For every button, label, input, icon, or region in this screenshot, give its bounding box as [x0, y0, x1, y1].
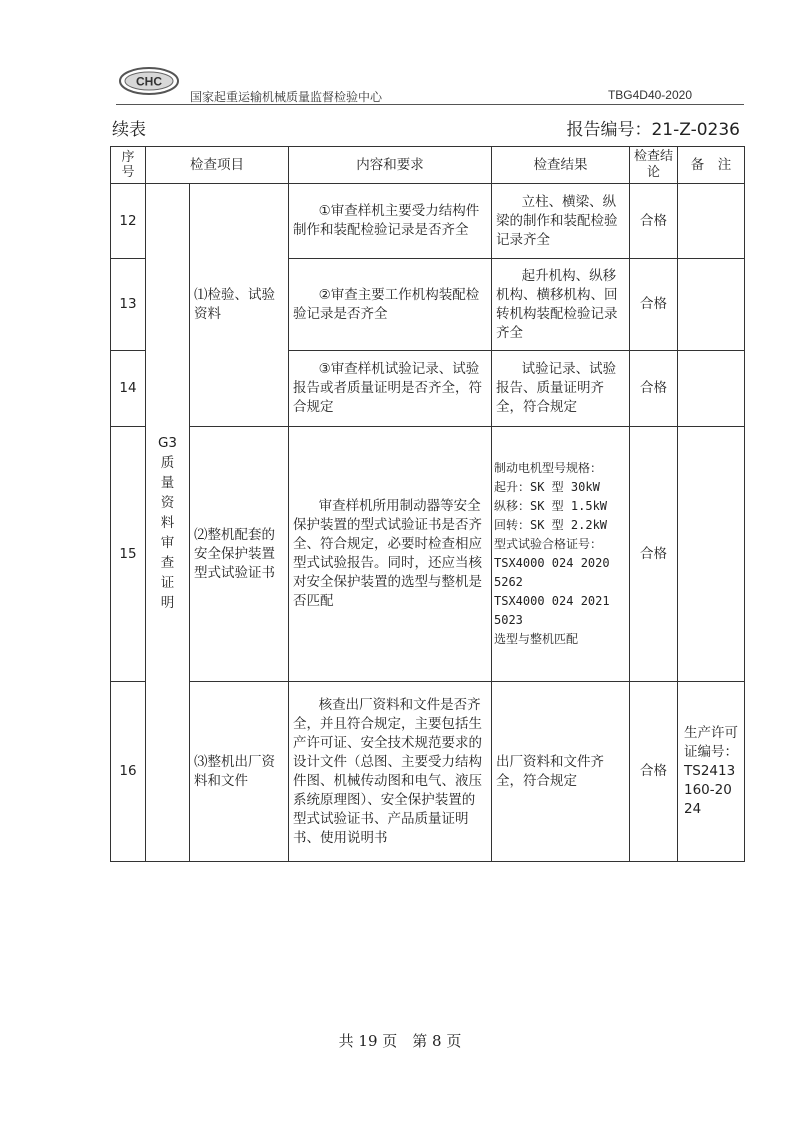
- report-number: 报告编号：21-Z-0236: [566, 120, 740, 140]
- inspection-table: [110, 146, 745, 862]
- header-divider: [116, 104, 744, 105]
- header-result: 检查结果: [492, 147, 630, 184]
- header-conclusion: 检查结论: [630, 147, 678, 184]
- table-row: [111, 427, 745, 682]
- row-result: 出厂资料和文件齐全，符合规定: [492, 682, 630, 862]
- header-remark: 备 注: [678, 147, 745, 184]
- row-content: 审查样机所用制动器等安全保护装置的型式试验证书是否齐全、符合规定，必要时检查相应型式试验报告。同时，还应当核对安全保护装置的选型与整机是否匹配: [289, 427, 492, 682]
- row-conclusion: 合格: [630, 682, 678, 862]
- row-conclusion: 合格: [630, 427, 678, 682]
- group-label: G3 质 量 资 料 审 查 证 明: [146, 184, 190, 862]
- header-item: 检查项目: [146, 147, 289, 184]
- row-remark: [678, 184, 745, 259]
- row-content: ①审查样机主要受力结构件制作和装配检验记录是否齐全: [289, 184, 492, 259]
- table-row: [111, 682, 745, 862]
- row-remark: [678, 427, 745, 682]
- row-conclusion: 合格: [630, 259, 678, 351]
- table-row: [111, 184, 745, 259]
- chc-logo: [118, 66, 180, 96]
- row-conclusion: 合格: [630, 184, 678, 259]
- subgroup-safety-certificates: ⑵整机配套的安全保护装置型式试验证书: [190, 427, 289, 682]
- subgroup-inspection-records: ⑴检验、试验资料: [190, 184, 289, 427]
- row-seq: 14: [111, 351, 146, 427]
- header-content: 内容和要求: [289, 147, 492, 184]
- row-conclusion: 合格: [630, 351, 678, 427]
- row-result: 立柱、横梁、纵梁的制作和装配检验记录齐全: [492, 184, 630, 259]
- row-remark: [678, 259, 745, 351]
- row-result: 制动电机型号规格： 起升：SK 型 30kW 纵移：SK 型 1.5kW 回转：SK 型 2.2kW 型式试验合格证号： TSX4000 024 2020 5262 TSX4000 024 2021 5023 选型与整机匹配: [492, 427, 630, 682]
- header-organization: 国家起重运输机械质量监督检验中心: [190, 90, 383, 104]
- table-header-row: [111, 147, 745, 184]
- row-remark: [678, 351, 745, 427]
- continuation-label: 续表: [112, 120, 146, 140]
- row-content: 核查出厂资料和文件是否齐全，并且符合规定，主要包括生产许可证、安全技术规范要求的设计文件（总图、主要受力结构件图、机械传动图和电气、液压系统原理图）、安全保护装置的型式试验证书、产品质量证明书、使用说明书: [289, 682, 492, 862]
- row-result: 起升机构、纵移机构、横移机构、回转机构装配检验记录齐全: [492, 259, 630, 351]
- row-seq: 15: [111, 427, 146, 682]
- header-doc-code: TBG4D40-2020: [607, 88, 692, 102]
- header-seq: 序号: [111, 147, 146, 184]
- subgroup-factory-documents: ⑶整机出厂资料和文件: [190, 682, 289, 862]
- logo-text: CHC: [136, 74, 162, 89]
- row-remark: 生产许可证编号：TS2413160-2024: [678, 682, 745, 862]
- row-content: ②审查主要工作机构装配检验记录是否齐全: [289, 259, 492, 351]
- row-seq: 12: [111, 184, 146, 259]
- row-seq: 16: [111, 682, 146, 862]
- row-seq: 13: [111, 259, 146, 351]
- row-content: ③审查样机试验记录、试验报告或者质量证明是否齐全，符合规定: [289, 351, 492, 427]
- row-result: 试验记录、试验报告、质量证明齐全，符合规定: [492, 351, 630, 427]
- page-footer: 共 19 页 第 8 页: [338, 1032, 462, 1050]
